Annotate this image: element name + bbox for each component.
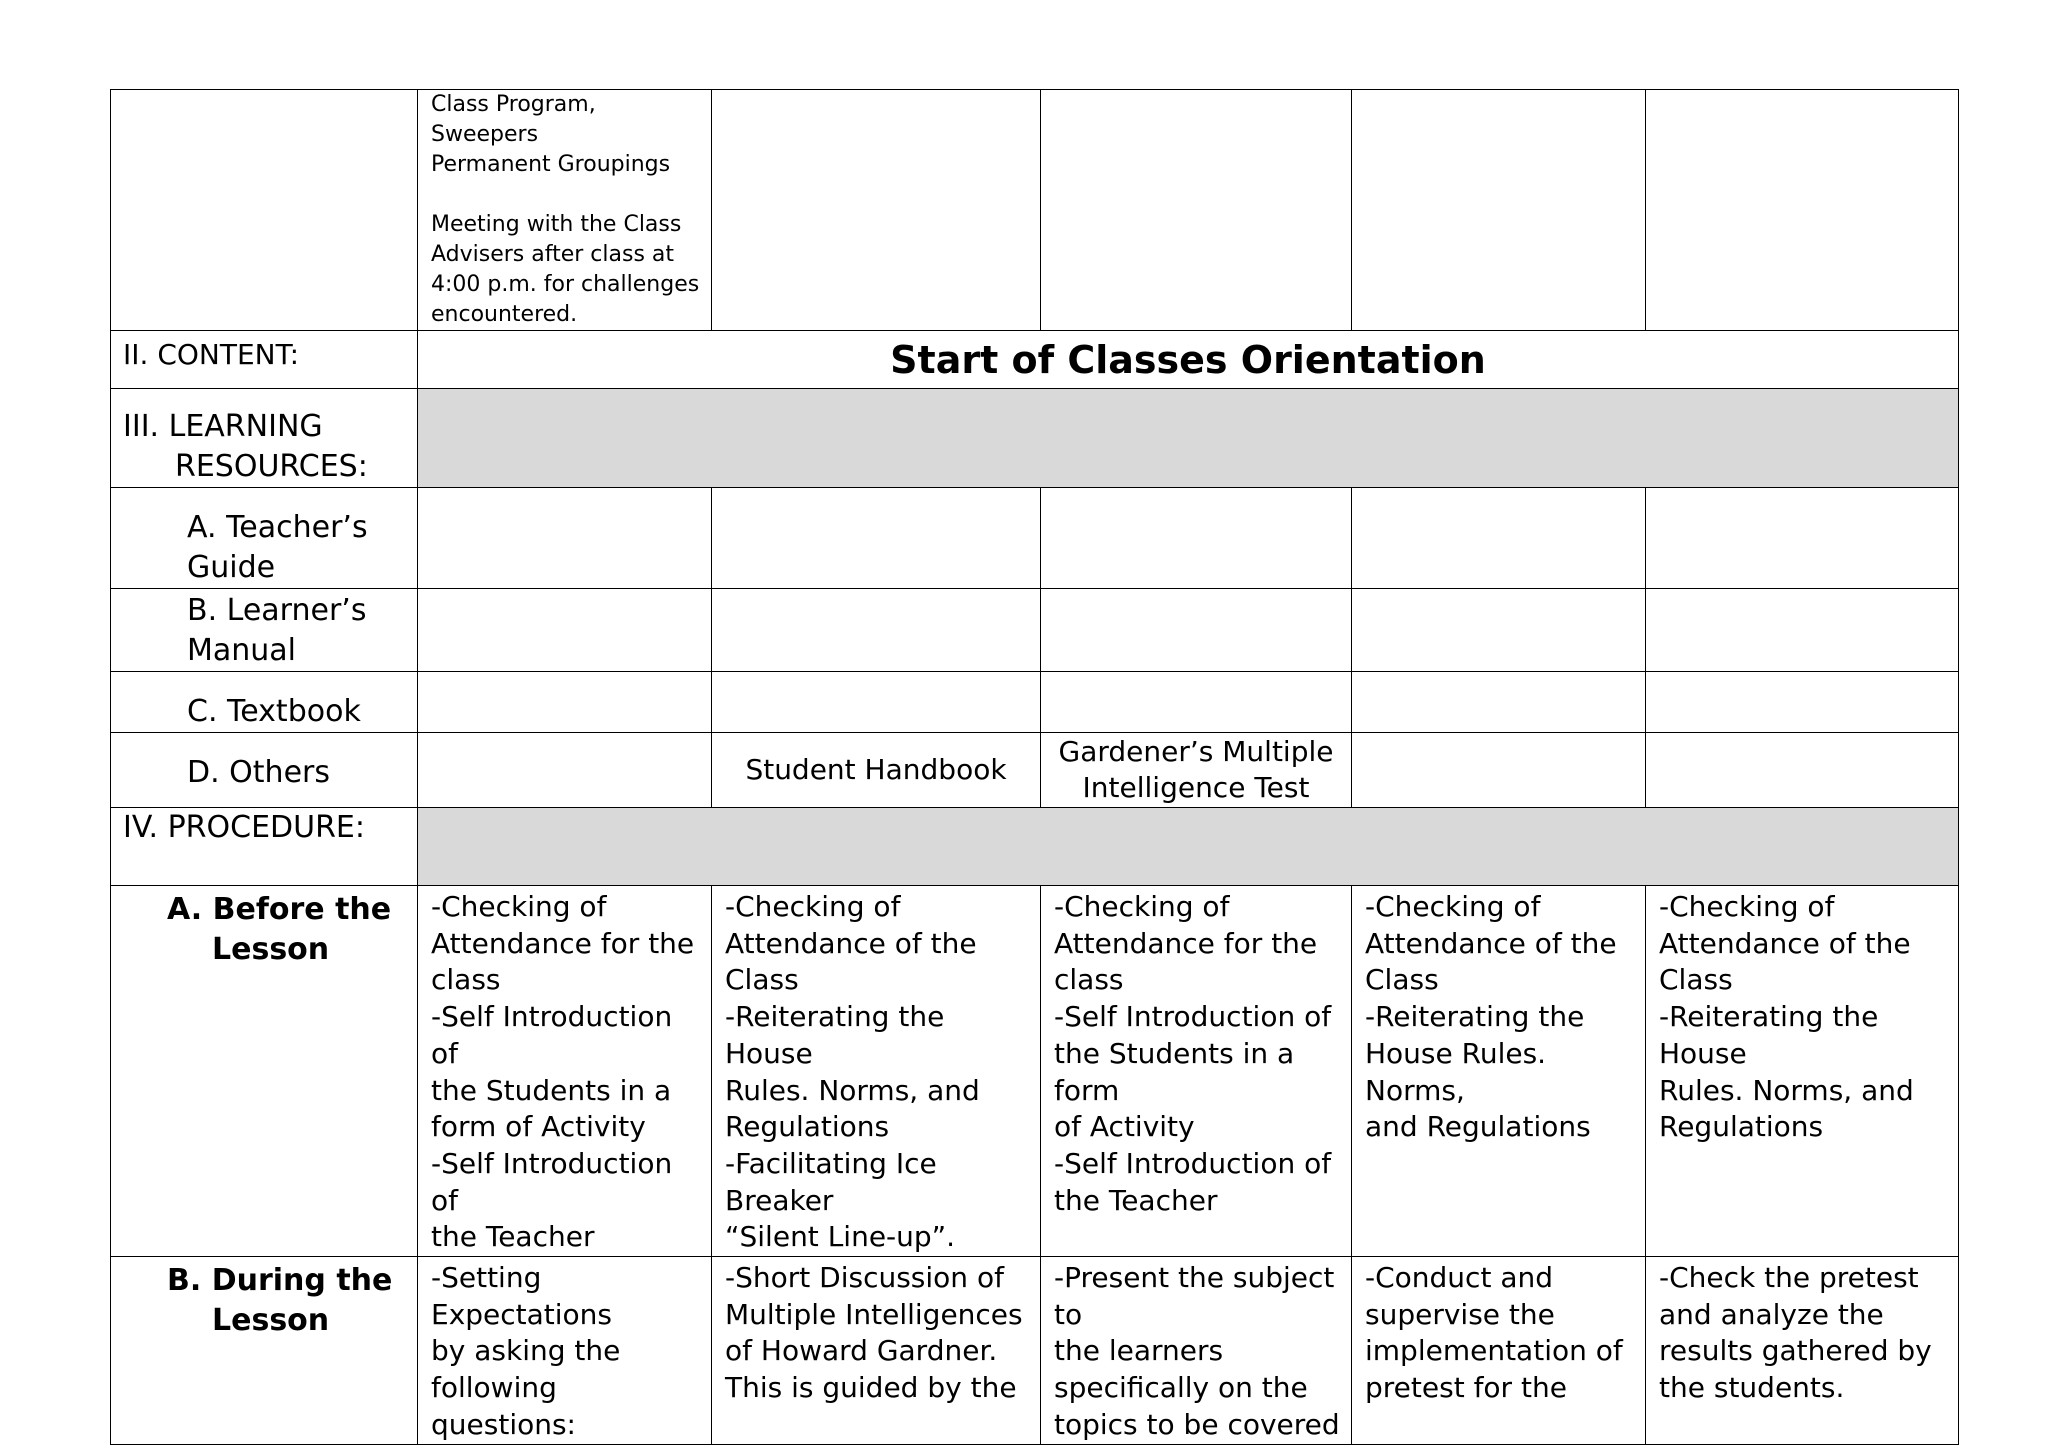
others-label: D. Others	[187, 755, 330, 790]
top-row	[111, 90, 1959, 331]
during-cell-3: -Present the subject to the learners specifically on the topics to be covered	[1054, 1261, 1340, 1441]
teachers-guide-label: A. Teacher’s Guide	[187, 510, 368, 585]
during-cell-4: -Conduct and supervise the implementation of pretest for the	[1365, 1261, 1623, 1405]
procedure-label: IV. PROCEDURE:	[123, 810, 365, 845]
procedure-row	[111, 808, 1959, 886]
before-cell-4: -Checking of Attendance of the Class -Reiterating the House Rules. Norms, and Regulations	[1365, 890, 1617, 1144]
teachers-guide-row	[111, 488, 1959, 589]
textbook-row	[111, 672, 1959, 733]
procedure-shaded	[418, 808, 1959, 886]
during-lesson-label: B. During the Lesson	[167, 1263, 393, 1339]
top-row-note-cell	[418, 90, 712, 331]
before-cell-2: -Checking of Attendance of the Class -Reiterating the House Rules. Norms, and Regulations -Facilitating Ice Breaker “Silent Line-up”.	[725, 890, 980, 1254]
content-row	[111, 331, 1959, 389]
textbook-label: C. Textbook	[187, 694, 361, 729]
before-cell-1: -Checking of Attendance for the class -Self Introduction of the Students in a form of Activity -Self Introduction of the Teacher	[431, 890, 695, 1254]
before-cell-5: -Checking of Attendance of the Class -Reiterating the House Rules. Norms, and Regulations	[1659, 890, 1914, 1144]
learners-manual-label: B. Learner’s Manual	[187, 593, 367, 668]
during-cell-1: -Setting Expectations by asking the following questions:	[431, 1261, 621, 1441]
during-cell-5: -Check the pretest and analyze the results gathered by the students.	[1659, 1261, 1932, 1405]
daily-lesson-log-table	[110, 89, 1959, 1445]
others-row	[111, 733, 1959, 808]
learning-resources-label: III. LEARNING RESOURCES:	[123, 409, 368, 484]
student-handbook: Student Handbook	[745, 753, 1007, 786]
before-cell-3: -Checking of Attendance for the class -Self Introduction of the Students in a form of Activity -Self Introduction of the Teacher	[1054, 890, 1332, 1217]
learning-resources-row	[111, 389, 1959, 488]
learning-resources-shaded	[418, 389, 1959, 488]
top-row-label-cell	[111, 90, 418, 331]
content-title: Start of Classes Orientation	[890, 338, 1486, 382]
class-program-note: Class Program, Sweepers Permanent Groupings Meeting with the Class Advisers after class at 4:00 p.m. for challenges encountered.	[431, 92, 700, 327]
content-label: II. CONTENT:	[123, 338, 300, 371]
multiple-intelligence-test: Gardener’s Multiple Intelligence Test	[1058, 735, 1334, 804]
learners-manual-row	[111, 589, 1959, 672]
during-cell-2: -Short Discussion of Multiple Intelligences of Howard Gardner. This is guided by the	[725, 1261, 1023, 1405]
during-lesson-row	[111, 1257, 1959, 1445]
before-lesson-row	[111, 886, 1959, 1257]
before-lesson-label: A. Before the Lesson	[167, 892, 392, 967]
